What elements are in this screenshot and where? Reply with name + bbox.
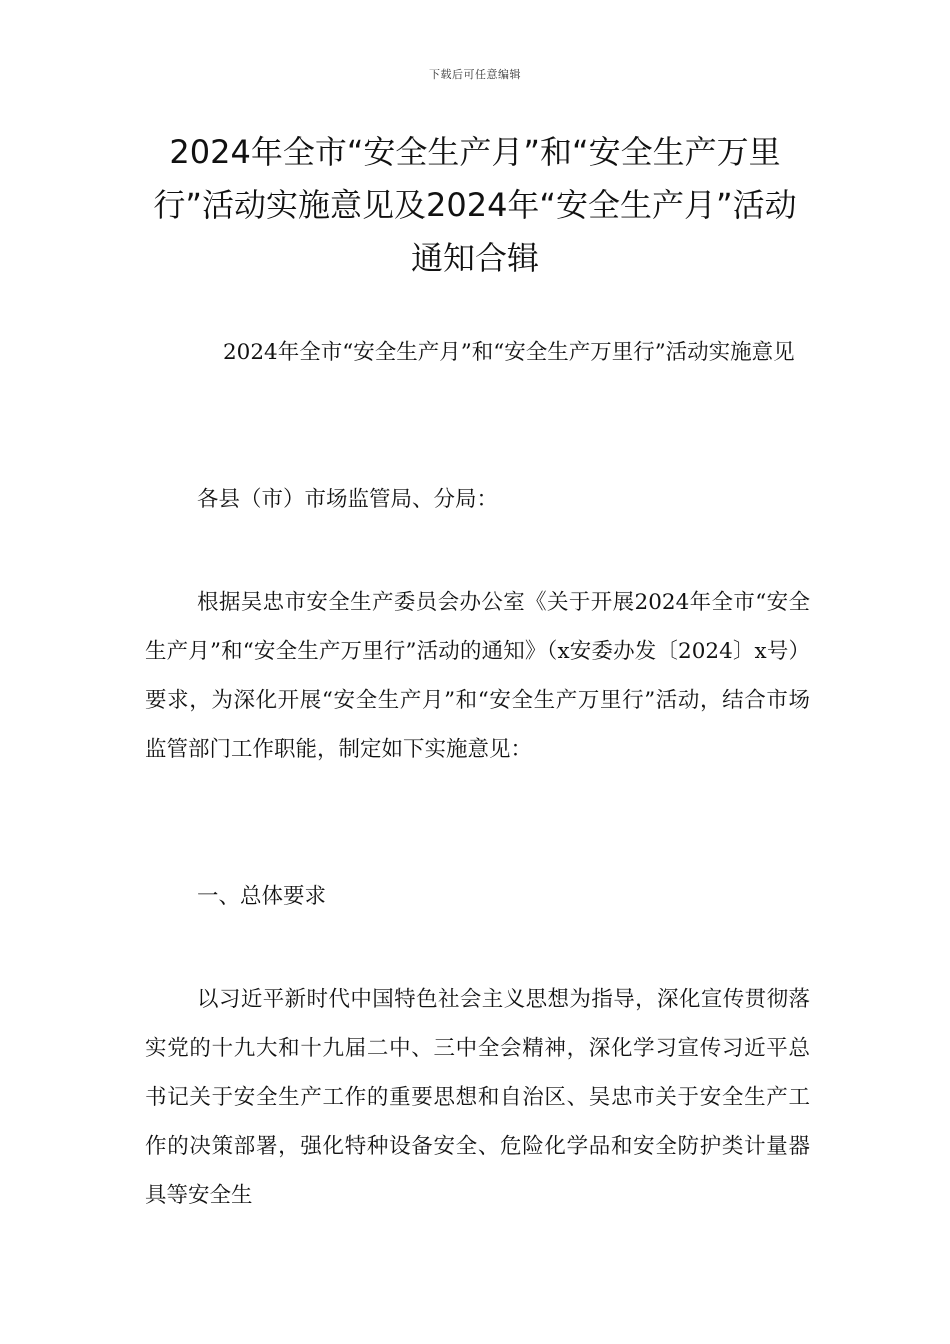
paragraph-2: 以习近平新时代中国特色社会主义思想为指导，深化宣传贯彻落实党的十九大和十九届二中、三中全会精神，深化学习宣传习近平总书记关于安全生产工作的重要思想和自治区、吴忠市关于安全生产工作的决策部署，强化特种设备安全、危险化学品和安全防护类计量器具等安全生 (145, 987, 810, 1208)
paragraph-1: 根据吴忠市安全生产委员会办公室《关于开展2024年全市“安全生产月”和“安全生产万里行”活动的通知》（x安委办发〔2024〕x号）要求，为深化开展“安全生产月”和“安全生产万里行”活动，结合市场监管部门工作职能，制定如下实施意见： (145, 590, 810, 762)
document-subtitle: 2024年全市“安全生产月”和“安全生产万里行”活动实施意见 (223, 340, 795, 365)
document-title: 2024年全市“安全生产月”和“安全生产万里行”活动实施意见及2024年“安全生产月”活动通知合辑 (153, 133, 797, 277)
section-heading-1: 一、总体要求 (197, 884, 327, 909)
header-note: 下载后可任意编辑 (429, 68, 521, 81)
salutation: 各县（市）市场监管局、分局： (197, 487, 499, 512)
